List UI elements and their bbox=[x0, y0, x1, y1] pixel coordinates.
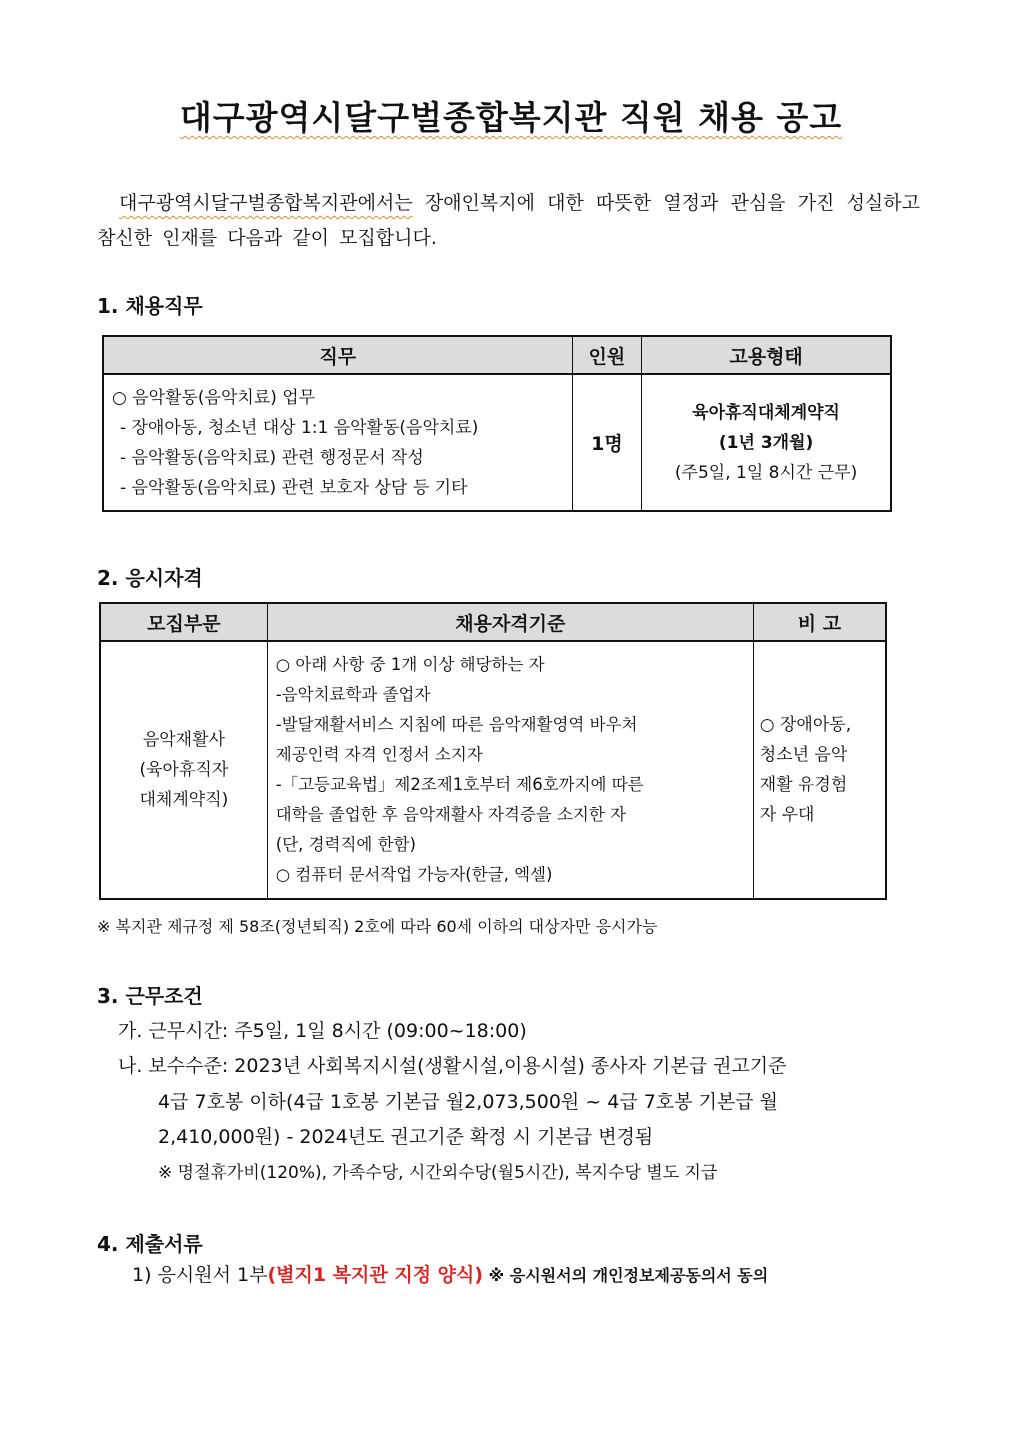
position-cell: 음악재활사 (육아휴직자 대체계약직) bbox=[100, 641, 267, 899]
page-title: 대구광역시달구벌종합복지관 직원 채용 공고 bbox=[179, 98, 843, 137]
type-header: 고용형태 bbox=[642, 336, 891, 374]
position-header: 모집부문 bbox=[100, 603, 267, 641]
type-cell: 육아휴직대체계약직 (1년 3개월) (주5일, 1일 8시간 근무) bbox=[642, 374, 891, 511]
duty-cell: ○ 음악활동(음악치료) 업무 - 장애아동, 청소년 대상 1:1 음악활동(음악치료) - 음악활동(음악치료) 관련 행정문서 작성 - 음악활동(음악치료) 관련 보호자 상담 등 기타 bbox=[103, 374, 572, 511]
pay-line-2: 4급 7호봉 이하(4급 1호봉 기본급 월2,073,500원 ~ 4급 7호봉 기본급 월 bbox=[158, 1091, 779, 1113]
criteria-cell: ○ 아래 사항 중 1개 이상 해당하는 자 -음악치료학과 졸업자 -발달재활서비스 지침에 따른 음악재활영역 바우처 제공인력 자격 인정서 소지자 -「고등교육법」제2조제1호부터 제6호까지에 따른 대학을 졸업한 후 음악재활사 자격증을 소지한 자 (단, 경력직에 한함) ○ 컴퓨터 문서작업 가능자(한글, 엑셀) bbox=[267, 641, 753, 899]
pay-line-3: 2,410,000원) - 2024년도 권고기준 확정 시 기본급 변경됨 bbox=[158, 1126, 654, 1148]
form-name: (별지1 복지관 지정 양식) bbox=[267, 1264, 484, 1286]
duty-table bbox=[102, 335, 892, 512]
count-header: 인원 bbox=[572, 336, 642, 374]
document-item-1: 1) 응시원서 1부(별지1 복지관 지정 양식) ※ 응시원서의 개인정보제공동의서 동의 bbox=[132, 1264, 769, 1286]
section1-heading: 1. 채용직무 bbox=[97, 294, 203, 318]
remarks-cell: ○ 장애아동, 청소년 음악 재활 유경험 자 우대 bbox=[753, 641, 886, 899]
criteria-header: 채용자격기준 bbox=[267, 603, 753, 641]
section2-heading: 2. 응시자격 bbox=[97, 566, 203, 590]
duty-header: 직무 bbox=[103, 336, 572, 374]
work-hours: 가. 근무시간: 주5일, 1일 8시간 (09:00~18:00) bbox=[118, 1020, 527, 1042]
remarks-header: 비 고 bbox=[753, 603, 886, 641]
pay-line-1: 나. 보수수준: 2023년 사회복지시설(생활시설,이용시설) 종사자 기본급 권고기준 bbox=[118, 1055, 787, 1077]
qualification-table bbox=[99, 602, 887, 900]
count-cell: 1명 bbox=[572, 374, 642, 511]
section3-heading: 3. 근무조건 bbox=[97, 984, 203, 1008]
age-footnote: ※ 복지관 제규정 제 58조(정년퇴직) 2호에 따라 60세 이하의 대상자만 응시가능 bbox=[97, 917, 658, 936]
section4-heading: 4. 제출서류 bbox=[97, 1232, 203, 1256]
org-name: 대구광역시달구벌종합복지관에서는 bbox=[119, 192, 413, 214]
intro-paragraph: 대구광역시달구벌종합복지관에서는 장애인복지에 대한 따뜻한 열정과 관심을 가진 성실하고 참신한 인재를 다음과 같이 모집합니다. bbox=[97, 192, 920, 249]
pay-note: ※ 명절휴가비(120%), 가족수당, 시간외수당(월5시간), 복지수당 별도 지급 bbox=[158, 1163, 718, 1183]
